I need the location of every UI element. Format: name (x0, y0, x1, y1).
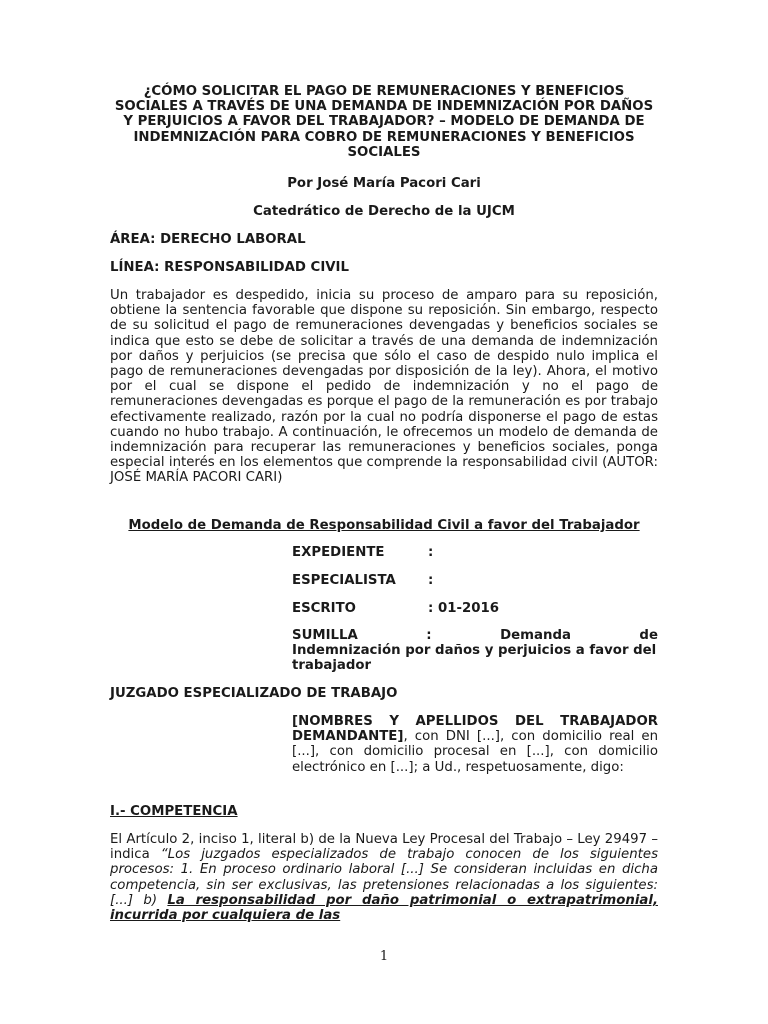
field-sumilla (292, 628, 658, 674)
field-label: EXPEDIENTE (292, 545, 385, 560)
model-heading: Modelo de Demanda de Responsabilidad Civil a favor del Trabajador (128, 518, 640, 533)
author-role: Catedrático de Derecho de la UJCM (253, 204, 515, 219)
sumilla-rest: Indemnización por daños y perjuicios a favor del trabajador (292, 643, 657, 674)
field-colon: : (428, 573, 434, 588)
field-colon: : 01-2016 (428, 601, 499, 616)
sumilla-colon: : (426, 628, 432, 643)
sumilla-label: SUMILLA (292, 628, 358, 643)
document-title: ¿CÓMO SOLICITAR EL PAGO DE REMUNERACIONES Y BENEFICIOS SOCIALES A TRAVÉS DE UNA DEMANDA DE INDEMNIZACIÓN POR DAÑOS Y PERJUICIOS A FAVOR DEL TRABAJADOR? – MODELO DE DEMANDA DE INDEMNIZACIÓN PARA COBRO DE REMUNERACIONES Y BENEFICIOS SOCIALES (114, 84, 654, 160)
competencia-plain: El Artículo 2, inciso 1, literal b) de la Nueva Ley Procesal del Trabajo – Ley 29497 – indica (110, 832, 658, 863)
intro-paragraph: Un trabajador es despedido, inicia su proceso de amparo para su reposición, obtiene la sentencia favorable que dispone su reposición. Sin embargo, respecto de su solicitud el pago de remuneraciones devengadas y beneficios sociales se indica que esto se debe de solicitar a través de una demanda de indemnización por daños y perjuicios (se precisa que sólo el caso de despido nulo implica el pago de remuneraciones devengadas por disposición de la ley). Ahora, el motivo por el cual se dispone el pedido de indemnización y no el pago de remuneraciones devengadas es porque el pago de la remuneración es por trabajo efectivamente realizado, razón por la cual no podría disponerse el pago de estas cuando no hubo trabajo. A continuación, le ofrecemos un modelo de demanda de indemnización para recuperar las remuneraciones y beneficios sociales, ponga especial interés en los elementos que comprende la responsabilidad civil (AUTOR: JOSÉ MARÍA PACORI CARI) (110, 288, 658, 486)
plaintiff-name: [NOMBRES Y APELLIDOS DEL TRABAJADOR DEMANDANTE] (292, 714, 658, 745)
area-line: ÁREA: DERECHO LABORAL (110, 232, 306, 247)
competencia-emphasis: La responsabilidad por daño patrimonial o extrapatrimonial, incurrida por cualquiera de las (110, 892, 658, 924)
court-heading: JUZGADO ESPECIALIZADO DE TRABAJO (110, 686, 398, 701)
plaintiff-details: , con DNI [...], con domicilio real en [...], con domicilio procesal en [...], con domicilio electrónico en [...]; a Ud., respetuosamente, digo: (292, 729, 658, 775)
section-competencia-paragraph (110, 832, 658, 923)
sumilla-de: de (639, 628, 658, 643)
field-label: ESCRITO (292, 601, 356, 616)
section-competencia-heading: I.- COMPETENCIA (110, 804, 238, 819)
competencia-quote: “Los juzgados especializados de trabajo conocen de los siguientes procesos: 1. En proceso ordinario laboral [...] Se consideran incluidas en dicha competencia, sin ser exclusivas, las pretensiones relacionadas a los siguientes: [...] b) (110, 847, 658, 908)
topic-line: LÍNEA: RESPONSABILIDAD CIVIL (110, 260, 349, 275)
sumilla-first-word: Demanda (500, 628, 571, 643)
field-colon: : (428, 545, 434, 560)
author-line: Por José María Pacori Cari (287, 176, 481, 191)
page-number: 1 (379, 949, 389, 964)
plaintiff-paragraph (292, 714, 658, 775)
field-label: ESPECIALISTA (292, 573, 396, 588)
